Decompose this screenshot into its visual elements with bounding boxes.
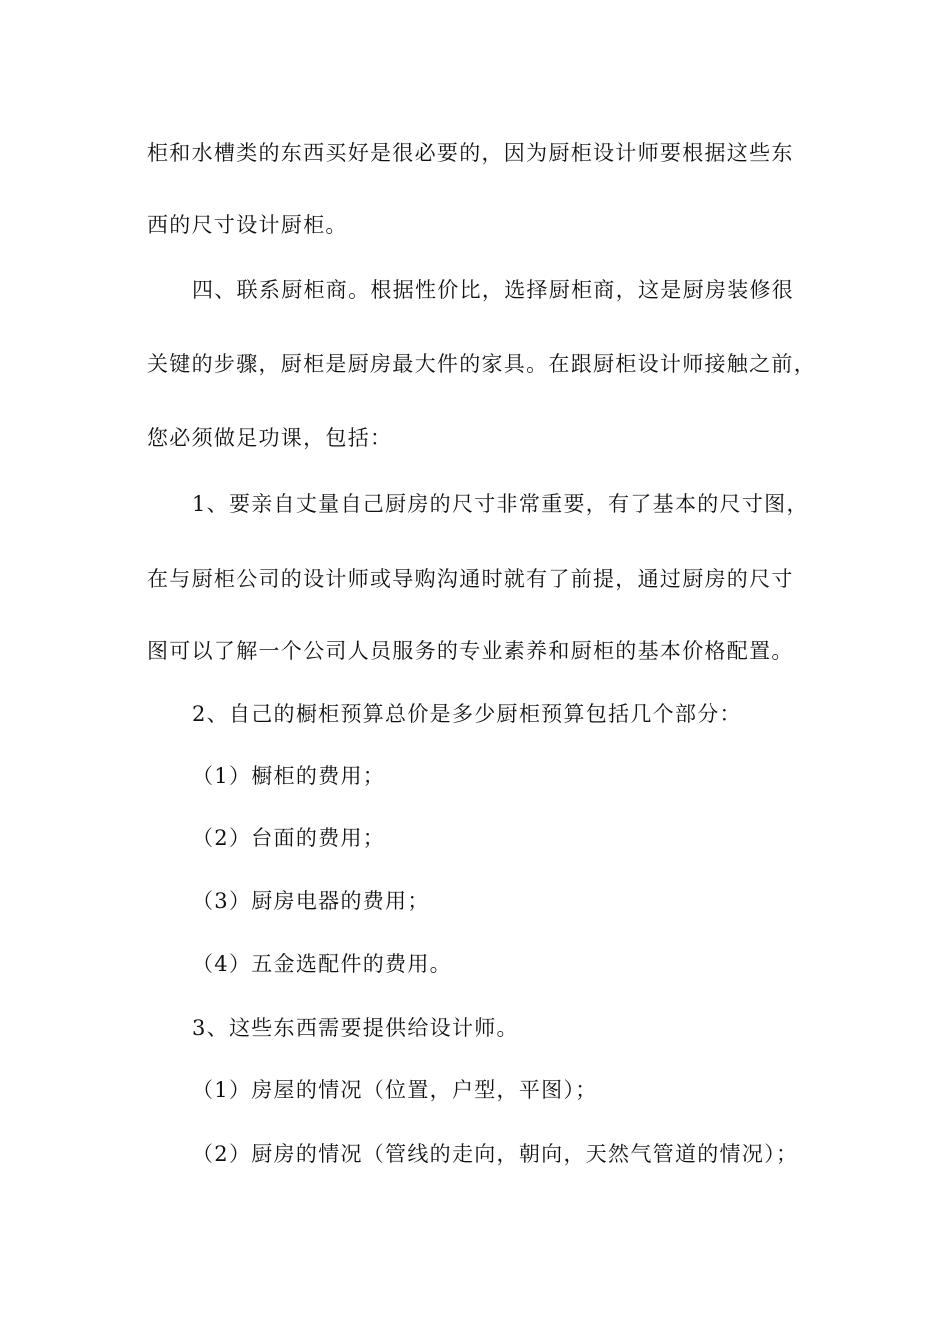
list-item: （1）房屋的情况（位置，户型，平图）； (192, 1078, 598, 1102)
list-item: （2）厨房的情况（管线的走向，朝向，天然气管道的情况）； (192, 1142, 799, 1166)
paragraph-line: 在与厨柜公司的设计师或导购沟通时就有了前提，通过厨房的尺寸 (147, 567, 794, 591)
list-item: （4）五金选配件的费用。 (192, 952, 452, 976)
paragraph-line: 图可以了解一个公司人员服务的专业素养和厨柜的基本价格配置。 (147, 639, 794, 663)
paragraph-line: 您必须做足功课，包括： (147, 426, 393, 450)
paragraph-line: 2、自己的橱柜预算总价是多少厨柜预算包括几个部分： (192, 702, 742, 726)
paragraph-line: 四、联系厨柜商。根据性价比，选择厨柜商，这是厨房装修很 (192, 278, 795, 302)
paragraph-line: 关键的步骤，厨柜是厨房最大件的家具。在跟厨柜设计师接触之前， (147, 352, 816, 376)
paragraph-line: 西的尺寸设计厨柜。 (147, 213, 348, 237)
list-item: （2）台面的费用； (192, 826, 386, 850)
list-item: （3）厨房电器的费用； (192, 889, 430, 913)
paragraph-line: 3、这些东西需要提供给设计师。 (192, 1016, 519, 1040)
paragraph-line: 柜和水槽类的东西买好是很必要的，因为厨柜设计师要根据这些东 (147, 141, 794, 165)
paragraph-line: 1、要亲自丈量自己厨房的尺寸非常重要，有了基本的尺寸图， (192, 492, 809, 516)
list-item: （1）橱柜的费用； (192, 764, 386, 788)
